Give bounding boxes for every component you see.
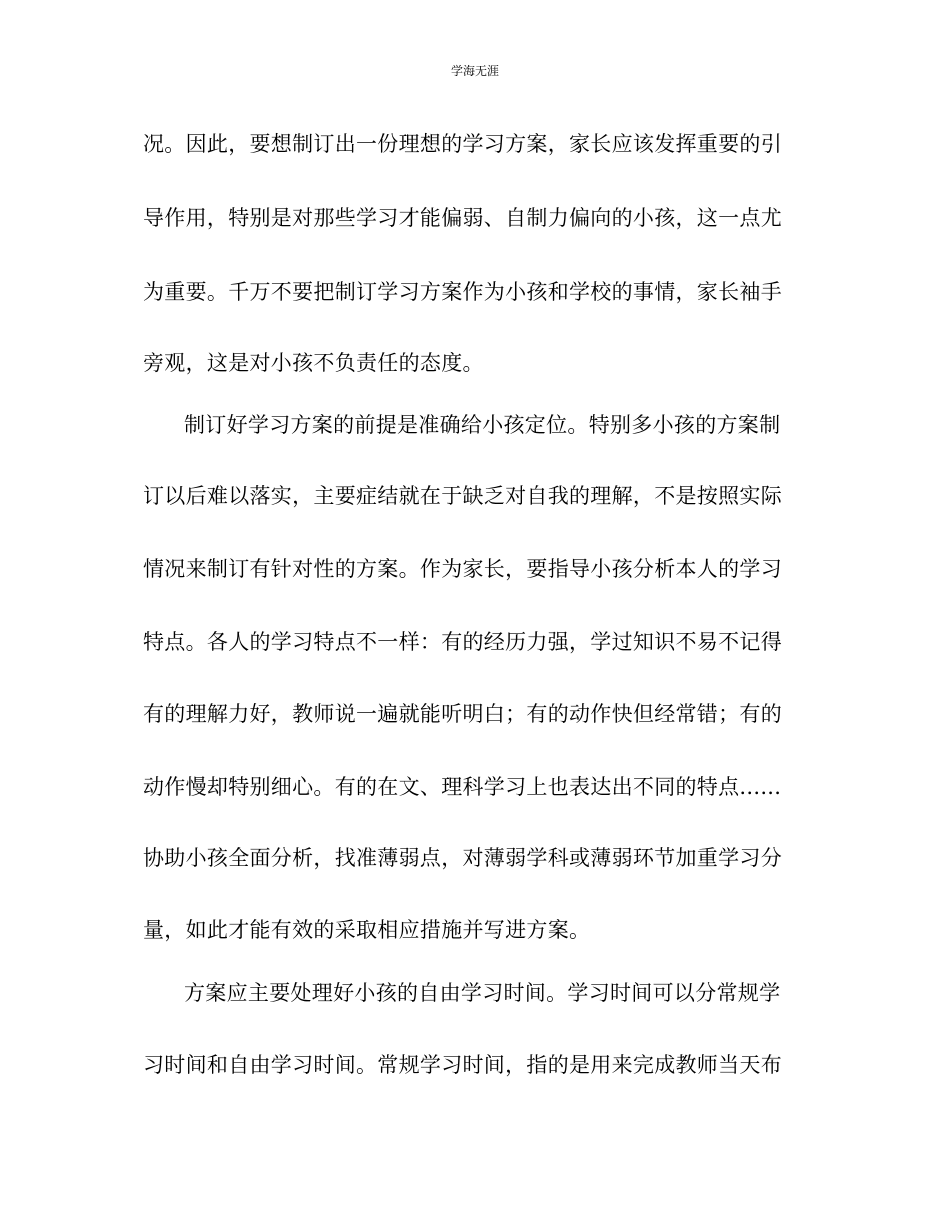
page-header: 学海无涯: [450, 64, 499, 78]
text-line: 况。因此，要想制订出一份理想的学习方案，家长应该发挥重要的引: [143, 132, 782, 156]
text-line: 旁观，这是对小孩不负责任的态度。: [143, 351, 484, 375]
text-line: 习时间和自由学习时间。常规学习时间，指的是用来完成教师当天布: [143, 1053, 782, 1077]
text-line: 情况来制订有针对性的方案。作为家长，要指导小孩分析本人的学习: [143, 557, 782, 581]
text-line: 订以后难以落实，主要症结就在于缺乏对自我的理解，不是按照实际: [143, 484, 782, 508]
paragraph-first-line: 制订好学习方案的前提是准确给小孩定位。特别多小孩的方案制: [184, 413, 781, 437]
paragraph-first-line: 方案应主要处理好小孩的自由学习时间。学习时间可以分常规学: [184, 981, 781, 1005]
text-line: 量，如此才能有效的采取相应措施并写进方案。: [143, 918, 591, 942]
text-line: 有的理解力好，教师说一遍就能听明白；有的动作快但经常错；有的: [143, 702, 782, 726]
text-line: 导作用，特别是对那些学习才能偏弱、自制力偏向的小孩，这一点尤: [143, 206, 782, 230]
text-line: 为重要。千万不要把制订学习方案作为小孩和学校的事情，家长袖手: [143, 280, 782, 304]
text-line: 协助小孩全面分析，找准薄弱点，对薄弱学科或薄弱环节加重学习分: [143, 846, 782, 870]
text-line: 动作慢却特别细心。有的在文、理科学习上也表达出不同的特点......: [143, 775, 782, 799]
text-line: 特点。各人的学习特点不一样：有的经历力强，学过知识不易不记得: [143, 630, 782, 654]
